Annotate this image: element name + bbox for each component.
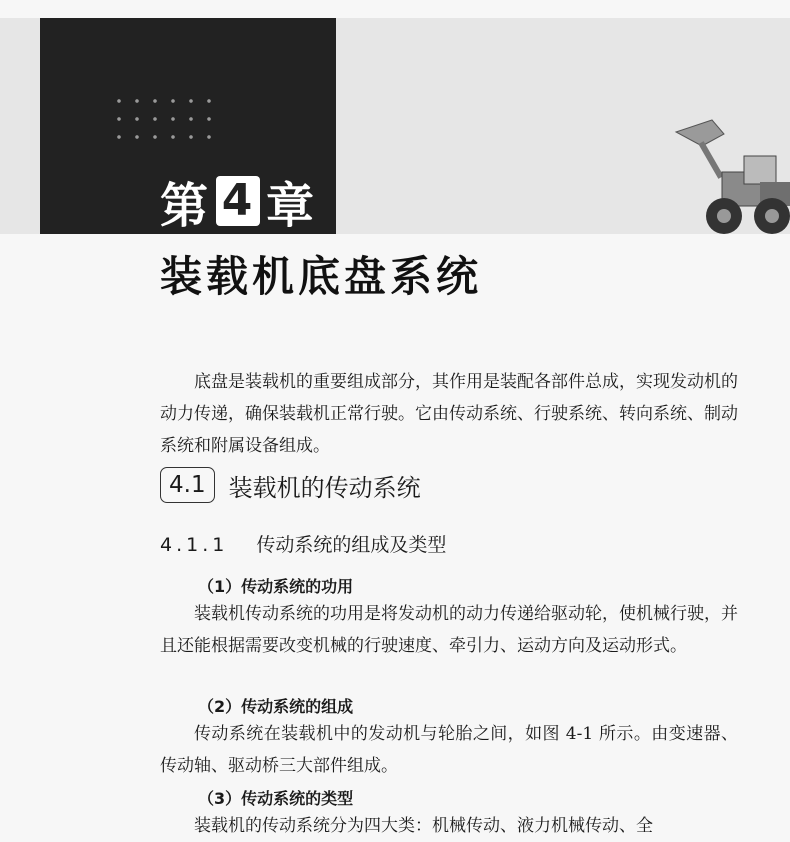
section-heading	[160, 467, 421, 503]
chapter-suffix: 章	[266, 177, 317, 234]
dot-pattern-decoration	[110, 92, 220, 152]
subsection-heading	[160, 530, 446, 557]
item-heading: （3）传动系统的类型	[198, 789, 354, 808]
wheel-loader-illustration	[672, 112, 790, 240]
item-heading: （2）传动系统的组成	[198, 697, 354, 716]
section-title: 装载机的传动系统	[228, 473, 421, 502]
subsection-title: 传动系统的组成及类型	[256, 534, 447, 556]
chapter-number-badge: 4	[216, 176, 260, 226]
section-number: 4.1	[160, 467, 215, 503]
item-paragraph: 装载机的传动系统分为四大类：机械传动、液力机械传动、全	[194, 816, 653, 836]
item-paragraph: 装载机传动系统的功用是将发动机的动力传递给驱动轮，使机械行驶，并且还能根据需要改变机械的行驶速度、牵引力、运动方向及运动形式。	[160, 604, 738, 656]
subsection-number: 4.1.1	[160, 534, 229, 556]
intro-paragraph: 底盘是装载机的重要组成部分，其作用是装配各部件总成，实现发动机的动力传递，确保装载机正常行驶。它由传动系统、行驶系统、转向系统、制动系统和附属设备组成。	[160, 372, 738, 456]
item-heading: （1）传动系统的功用	[198, 577, 354, 596]
item-paragraph: 传动系统在装载机中的发动机与轮胎之间，如图 4-1 所示。由变速器、传动轴、驱动桥三大部件组成。	[160, 724, 738, 776]
chapter-title: 装载机底盘系统	[160, 252, 483, 301]
chapter-prefix: 第	[160, 177, 211, 234]
chapter-number-heading	[160, 168, 316, 234]
